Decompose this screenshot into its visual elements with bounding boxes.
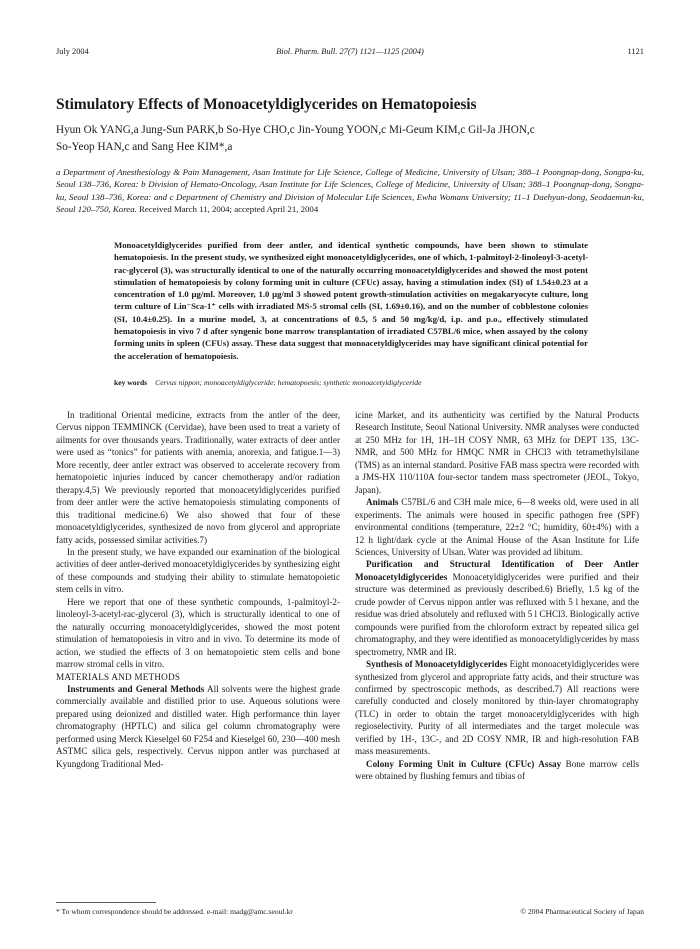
paragraph-text: Monoacetyldiglycerides were purified and their structure was determined as previously described.6) Briefly, 1.5 kg of the crude powder of Cervus nippon antler was refluxed with 5 l hexane, and the residue was dried absolutely and refluxed with 5 l CHCl3. Biologically active compounds were purified from the chloroform extract by repeated silica gel chromatography, and they were identified as monoacetyldiglycerides by mass spectrometry, NMR and IR. [355, 571, 640, 657]
paragraph-text: Eight monoacetyldiglycerides were synthesized from glycerol and appropriate fatty acids, and their structure was confirmed by spectroscopic methods, as described.7) All reactions were carefully conducted and closely monitored by thin-layer chromatography (TLC) in order to obtain the target monoacetyldiglycerides with high regioselectivity. Purity of all intermediates and the target molecule was verified by 1H-, 13C-, and 2D COSY NMR, IR and high-resolution FAB mass measurements. [355, 659, 640, 757]
run-in-heading: Purification and Structural Identification of Deer Antler Monoacetyldiglycerides [355, 559, 639, 582]
paragraph: icine Market, and its authenticity was certified by the Natural Products Research Institute, Seoul National University. NMR analyses were conducted at 250 MHz for 1H, 1H–1H COSY NMR, 63 MHz for DEPT 135, 13C-NMR, and 500 MHz for HMQC NMR in CHCl3 with tetramethylsilane (TMS) as an internal standard. Positive FAB mass spectra were recorded with a JMS-HX 110/110A four-sector tandem mass spectrometer (JEOL, Tokyo, Japan). [355, 410, 639, 495]
affiliations [56, 166, 644, 216]
affiliation-text: a Department of Anesthesiology & Pain Management, Asan Institute for Life Science, College of Medicine, University of Ulsan; 388–1 Poongnap-dong, Songpa-ku, Seoul 138–736, Korea: b Division of Hemato-Oncology, Asan Institute for Life Sciences, College of Medicine, University of Ulsan; 388–1 Poongnap-dong, Songpa-ku, Seoul 138–736, Korea: and c Department of Chemistry and Division of Molecular Life Sciences, Ewha Womans University; 11–1 Daehyun-dong, Seodaemun-ku, Seoul 120–750, Korea. [56, 167, 644, 215]
paragraph-text: Bone marrow cells were obtained by flushing femurs and tibias of [355, 758, 639, 782]
paragraph: Here we report that one of these synthetic compounds, 1-palmitoyl-2-linoleoyl-3-acetyl-rac-glycerol (3), which is structurally identical to one of the naturally occurring monoacetyldiglycerides, showed the most potent stimulation of hematopoiesis in vitro and in vivo. To determine its mode of action, we studied the effects of 3 on hematopoietic stem cells and bone marrow stromal cells in vitro. [56, 596, 340, 670]
author-line: Hyun Ok YANG,a Jung-Sun PARK,b So-Hye CHO,c Jin-Young YOON,c Mi-Geum KIM,c Gil-Ja JHON,c [56, 124, 535, 136]
article-title: Stimulatory Effects of Monoacetyldiglycerides on Hematopoiesis [56, 96, 477, 113]
paragraph: In the present study, we have expanded our examination of the biological activities of deer antler-derived monoacetyldiglycerides by synthesizing eight of these compounds and studying their ability to stimulate hematopoietic stem cells in vitro. [56, 546, 340, 595]
run-in-heading: Instruments and General Methods [67, 683, 205, 694]
paragraph: In traditional Oriental medicine, extracts from the antler of the deer, Cervus nippon TEMMINCK (Cervidae), have been used to treat a variety of ailments for over thousands years. Traditionally, water extracts of deer antler were used as “tonics” for patients with anemia, anorexia, and fatigue.1—3) More recently, deer antler extract was observed to accelerate recovery from hematopoietic injuries induced by cancer chemotherapy and/or radiation therapy.4,5) We previously reported that monoacetyldiglycerides purified from deer antler were the active hematopoiesis stimulating components of this traditional medicine.6) We also showed that four of these monoacetyldiglycerides, synthesized de novo from glycerol and appropriate fatty acids, possessed similar activities.7) [56, 410, 340, 545]
run-in-heading: Colony Forming Unit in Culture (CFUc) Assay [366, 758, 562, 769]
paragraph [355, 758, 639, 783]
page-number: 1121 [627, 47, 644, 56]
copyright-notice: © 2004 Pharmaceutical Society of Japan [520, 907, 644, 916]
abstract: Monoacetyldiglycerides purified from deer antler, and identical synthetic compounds, have been shown to stimulate hematopoiesis. In the present study, we synthesized eight monoacetyldiglycerides, one of which, 1-palmitoyl-2-linoleoyl-3-acetyl-rac-glycerol (3), was structurally identical to one of the naturally occurring monoacetyldiglycerides and showed the most potent stimulation of hematopoiesis by colony forming unit in culture (CFUc) assay, having a stimulation index (SI) of 1.54±0.23 at a concentration of 1.0 µg/ml. Moreover, 1.0 µg/ml 3 showed potent growth-stimulation activities on megakaryocyte culture, long term culture of Lin⁻Sca-1⁺ cells with irradiated MS-5 stromal cells (SI, 1.69±0.16), and on the number of cobblestone colonies (SI, 10.4±0.25). In a murine model, 3, at concentrations of 0.5, 5 and 50 mg/kg/d, i.p. and p.o., effectively stimulated hematopoiesis in vivo 7 d after syngenic bone marrow transplantation of irradiated C57BL/6 mice, when assayed by the colony forming units in spleen (CFUs) assay. These data suggest that monoacetyldiglycerides may have significant clinical potential for the acceleration of hematopoiesis. [114, 240, 588, 361]
left-column [56, 409, 340, 770]
paragraph [355, 658, 639, 758]
author-line: So-Yeop HAN,c and Sang Hee KIM*,a [56, 141, 233, 153]
right-column [355, 409, 639, 783]
journal-citation: Biol. Pharm. Bull. 27(7) 1121—1125 (2004) [276, 47, 424, 56]
correspondence-footnote: * To whom correspondence should be addressed. e-mail: madg@amc.seoul.kr [56, 907, 293, 916]
footnote-rule [56, 902, 156, 903]
keywords-label: key words [114, 378, 148, 387]
received-dates: Received March 11, 2004; accepted April 21, 2004 [139, 204, 319, 215]
keywords-text: Cervus nippon; monoacetyldiglyceride; hematopoesis; synthetic monoacetyldiglyceride [155, 378, 422, 387]
author-list [56, 122, 644, 156]
issue-date: July 2004 [56, 47, 89, 56]
section-heading: MATERIALS AND METHODS [56, 671, 181, 682]
paragraph-text: All solvents were the highest grade commercially available and distilled prior to use. Aqueous solutions were prepared using deionized and distilled water. High performance thin layer chromatography (HPTLC) and silica gel column chromatography were performed using Merck Kieselgel 60 F254 and Kieselgel 60, 230—400 mesh ASTMC silica gels, respectively. Cervus nippon antler was purchased at Kyungdong Traditional Med- [56, 683, 340, 769]
running-header [56, 47, 644, 61]
run-in-heading: Synthesis of Monoacetyldiglycerides [366, 659, 508, 670]
run-in-heading: Animals [366, 497, 399, 508]
paragraph [355, 558, 639, 658]
keywords [114, 378, 588, 387]
paragraph [355, 496, 639, 558]
paragraph [56, 683, 340, 770]
paragraph-text: C57BL/6 and C3H male mice, 6—8 weeks old, were used in all experiments. The animals were housed in specific pathogen free (SPF) environmental conditions (temperature, 22±2 °C; humidity, 60±4%) with a 12 h light/dark cycle at the Animal House of the Asan Institute for Life Sciences, University of Ulsan. Water was provided ad libitum. [355, 497, 639, 557]
